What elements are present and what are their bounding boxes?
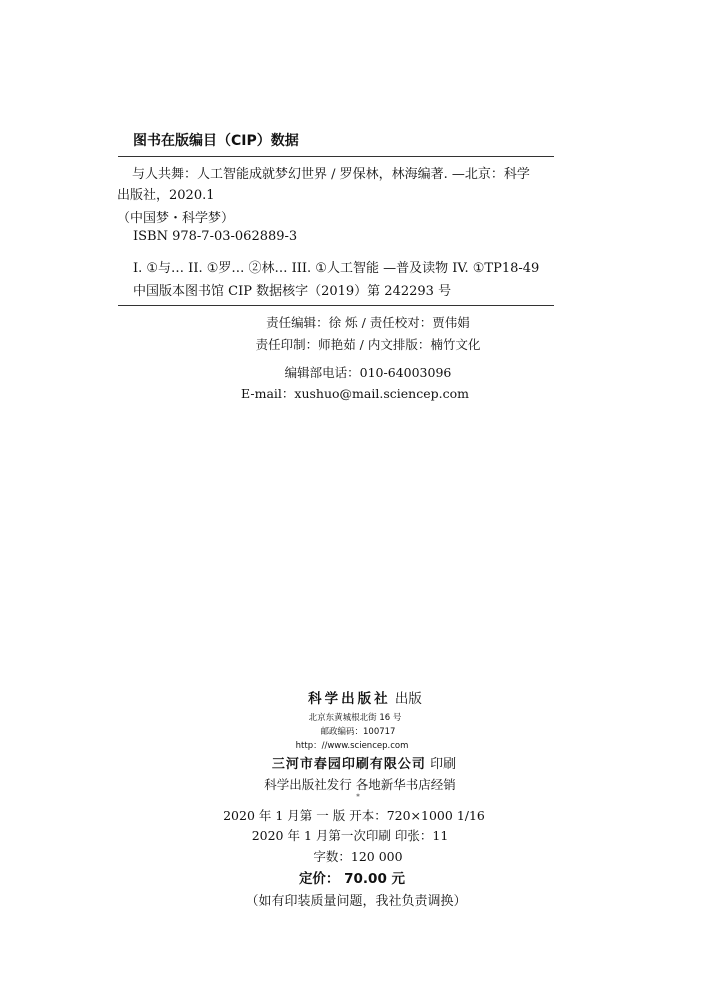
word-count: 字数：120 000 bbox=[313, 849, 403, 864]
publisher-suffix: 出版 bbox=[394, 691, 422, 707]
printer-line bbox=[4, 753, 720, 772]
editors-line2: 责任印制：师艳茹 / 内文排版：楠竹文化 bbox=[255, 337, 481, 352]
publisher-address: 北京东黄城根北街 16 号 bbox=[308, 713, 402, 723]
edition-line1: 2020 年 1 月第 一 版 开本：720×1000 1/16 bbox=[223, 808, 485, 823]
cip-verify-number: 中国版本图书馆 CIP 数据核字（2019）第 242293 号 bbox=[133, 284, 452, 299]
editors-line1: 责任编辑：徐 烁 / 责任校对：贾伟娟 bbox=[266, 315, 470, 330]
publisher-line bbox=[5, 687, 720, 707]
publisher-name: 科学出版社 bbox=[308, 691, 391, 707]
cip-series: （中国梦・科学梦） bbox=[117, 211, 235, 226]
printer-name: 三河市春园印刷有限公司 bbox=[271, 757, 426, 772]
cip-classification: I. ①与… II. ①罗… ②林… III. ①人工智能 —普及读物 IV. ①TP18-49 bbox=[133, 261, 540, 276]
cip-title-line2: 出版社，2020.1 bbox=[117, 188, 215, 203]
editorial-phone: 编辑部电话：010-64003096 bbox=[284, 365, 452, 380]
cip-bottom-rule bbox=[118, 305, 554, 306]
separator-star: * bbox=[356, 793, 360, 801]
edition-line2: 2020 年 1 月第一次印刷 印张：11 bbox=[251, 828, 449, 843]
cip-isbn: ISBN 978-7-03-062889-3 bbox=[133, 229, 298, 244]
editorial-email: E-mail：xushuo@mail.sciencep.com bbox=[241, 386, 469, 401]
publisher-website: http：//www.sciencep.com bbox=[295, 741, 409, 751]
quality-note: （如有印装质量问题，我社负责调换） bbox=[245, 894, 467, 909]
price: 定价： 70.00 元 bbox=[298, 871, 406, 887]
cip-heading: 图书在版编目（CIP）数据 bbox=[133, 133, 299, 149]
cip-top-rule bbox=[118, 156, 554, 157]
distribution-line: 科学出版社发行 各地新华书店经销 bbox=[264, 777, 456, 792]
publisher-postcode: 邮政编码：100717 bbox=[320, 727, 396, 737]
printer-suffix: 印刷 bbox=[430, 757, 457, 772]
cip-title-line1: 与人共舞：人工智能成就梦幻世界 / 罗保林，林海编著. —北京：科学 bbox=[132, 167, 530, 182]
